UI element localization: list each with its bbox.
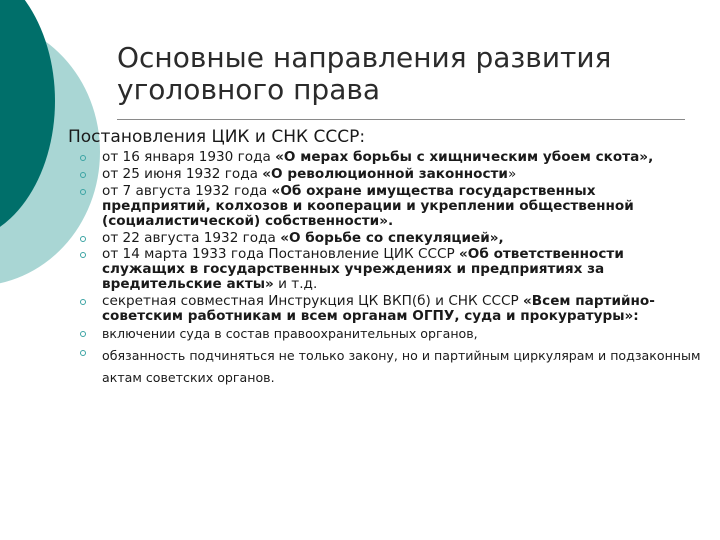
list-item: от 25 июня 1932 года «О революционной законности» — [80, 167, 705, 182]
bullet-icon — [80, 172, 86, 178]
list-item: от 7 августа 1932 года «Об охране имущества государственных предприятий, колхозов и кооперации и укреплении общественной (социалистической) собственности». — [80, 184, 705, 229]
title-divider — [117, 119, 685, 120]
bullet-icon — [80, 331, 86, 337]
list-item: включении суда в состав правоохранительных органов, — [80, 326, 705, 341]
bullet-icon — [80, 155, 86, 161]
slide-title: Основные направления развития уголовного права — [117, 41, 612, 106]
bullet-icon — [80, 299, 86, 305]
bullet-icon — [80, 252, 86, 258]
list-item: обязанность подчиняться не только закону, но и партийным циркулярам и подзаконным актам советских органов. — [80, 345, 705, 389]
decree-list — [80, 150, 705, 393]
bullet-icon — [80, 236, 86, 242]
list-item: от 16 января 1930 года «О мерах борьбы с хищническим убоем скота», — [80, 150, 705, 165]
section-heading: Постановления ЦИК и СНК СССР: — [68, 127, 366, 147]
list-item: секретная совместная Инструкция ЦК ВКП(б) и СНК СССР «Всем партийно-советским работникам и всем органам ОГПУ, суда и прокуратуры»: — [80, 294, 705, 324]
bullet-icon — [80, 350, 86, 356]
list-item: от 14 марта 1933 года Постановление ЦИК СССР «Об ответственности служащих в государственных учреждениях и предприятиях за вредительские акты» и т.д. — [80, 247, 705, 292]
bullet-icon — [80, 189, 86, 195]
list-item: от 22 августа 1932 года «О борьбе со спекуляцией», — [80, 231, 705, 246]
